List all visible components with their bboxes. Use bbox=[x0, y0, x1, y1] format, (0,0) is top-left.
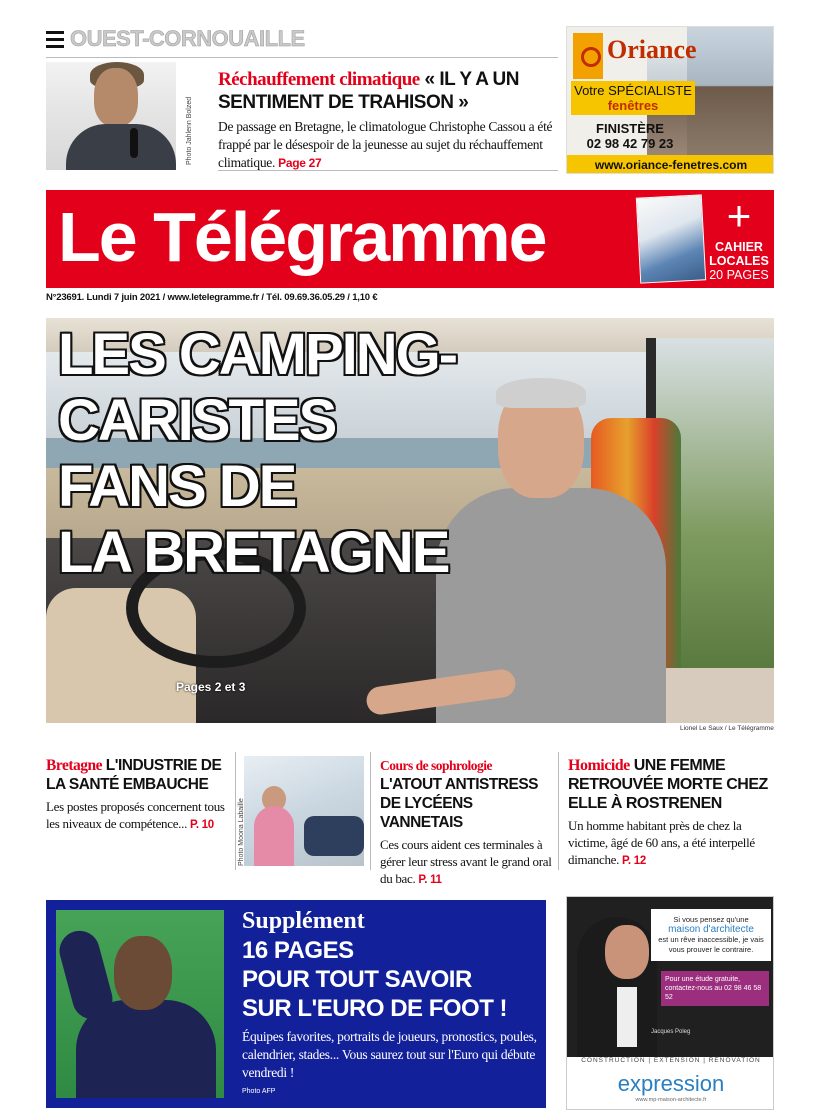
supplement-body: Équipes favorites, portraits de joueurs, pronostics, poules, calendrier, stades... Vous saurez tout sur l'Euro qui débute vendredi ! bbox=[242, 1029, 537, 1080]
teaser-body bbox=[218, 118, 558, 172]
oriance-slogan-1: Votre SPÉCIALISTE bbox=[574, 83, 692, 98]
main-headline[interactable] bbox=[58, 322, 518, 586]
supplement-line: SUR L'EURO DE FOOT ! bbox=[242, 995, 508, 1022]
expression-logo: expression bbox=[617, 1071, 725, 1096]
brief-article[interactable] bbox=[568, 756, 774, 870]
newspaper-thumbnail bbox=[636, 194, 706, 283]
main-photo-credit: Lionel Le Saux / Le Télégramme bbox=[680, 725, 774, 732]
headline-line: LA BRETAGNE bbox=[58, 520, 449, 585]
brief-body-text: Les postes proposés concernent tous les niveaux de compétence... bbox=[46, 799, 225, 831]
teaser-photo[interactable] bbox=[46, 62, 176, 170]
divider bbox=[218, 170, 558, 171]
teaser-article[interactable] bbox=[218, 68, 558, 172]
expression-offer: Pour une étude gratuite, contactez-nous au 02 98 46 58 52 bbox=[661, 971, 769, 1006]
brief-kicker: Bretagne bbox=[46, 757, 102, 774]
menu-icon[interactable] bbox=[46, 31, 64, 49]
brief-body bbox=[46, 798, 226, 834]
teaser-body-text: De passage en Bretagne, le climatologue Christophe Cassou a été frappé par le désespoir de la jeunesse au sujet du réchauffement climatique. bbox=[218, 119, 553, 170]
quote-line: est un rêve inaccessible, je vais vous prouver le contraire. bbox=[658, 935, 764, 954]
cahier-locales-promo[interactable] bbox=[706, 240, 772, 282]
ad-expression[interactable] bbox=[566, 896, 774, 1110]
brief-headline bbox=[568, 756, 774, 813]
teaser-page-ref[interactable]: Page 27 bbox=[278, 156, 322, 170]
brief-body-text: Ces cours aident ces terminales à gérer leur stress avant le grand oral du bac. bbox=[380, 837, 552, 886]
brief-title: L'ATOUT ANTISTRESS DE LYCÉENS VANNETAIS bbox=[380, 776, 539, 831]
oriance-url[interactable]: www.oriance-fenetres.com bbox=[567, 155, 774, 174]
oriance-logo-icon bbox=[573, 33, 603, 79]
supplement-photo-credit: Photo AFP bbox=[242, 1088, 276, 1095]
teaser-kicker: Réchauffement climatique bbox=[218, 69, 420, 90]
divider bbox=[235, 752, 236, 870]
cahier-label: CAHIER bbox=[715, 240, 763, 254]
expression-quote bbox=[651, 909, 771, 961]
brief-body-text: Un homme habitant près de chez la victime, âgé de 60 ans, a été interpellé dimanche. bbox=[568, 818, 755, 867]
brief-page-ref[interactable]: P. 12 bbox=[622, 855, 646, 867]
oriance-phone: 02 98 42 79 23 bbox=[586, 136, 674, 151]
issue-line: N°23691. Lundi 7 juin 2021 / www.letelegramme.fr / Tél. 09.69.36.05.29 / 1,10 € bbox=[46, 292, 378, 303]
supplement-line: POUR TOUT SAVOIR bbox=[242, 966, 472, 993]
brief-page-ref[interactable]: P. 11 bbox=[418, 874, 442, 886]
supplement-line: 16 PAGES bbox=[242, 937, 354, 964]
expression-categories: CONSTRUCTION | EXTENSION | RÉNOVATION bbox=[581, 1057, 761, 1064]
supplement-headline bbox=[242, 936, 542, 1023]
oriance-slogan bbox=[571, 81, 695, 115]
headline-line: CARISTES bbox=[58, 388, 336, 453]
brief-article[interactable] bbox=[380, 756, 552, 889]
oriance-logo: Oriance bbox=[607, 35, 697, 64]
supplement-title: Supplément bbox=[242, 908, 365, 934]
divider bbox=[370, 752, 371, 870]
brief-headline bbox=[46, 756, 226, 794]
masthead bbox=[46, 190, 774, 288]
ad-oriance[interactable] bbox=[566, 26, 774, 174]
divider bbox=[558, 752, 559, 870]
oriance-region: FINISTÈRE bbox=[596, 121, 664, 136]
brief-photo[interactable] bbox=[244, 756, 364, 866]
expression-url[interactable]: www.mp-maison-architecte.fr bbox=[635, 1097, 707, 1103]
teaser-headline[interactable] bbox=[218, 68, 558, 114]
brief-body bbox=[568, 817, 774, 870]
supplement-photo bbox=[56, 910, 224, 1098]
oriance-contact bbox=[575, 121, 685, 151]
brief-title: UNE FEMME RETROUVÉE MORTE CHEZ ELLE À ROSTRENEN bbox=[568, 757, 768, 812]
brief-kicker: Cours de sophrologie bbox=[380, 758, 493, 773]
teaser-title: « IL Y A UN SENTIMENT DE TRAHISON » bbox=[218, 69, 519, 113]
masthead-title[interactable]: Le Télégramme bbox=[58, 198, 546, 276]
edition-bar bbox=[46, 26, 558, 58]
brief-headline bbox=[380, 756, 552, 832]
expression-signature: Jacques Poleg bbox=[651, 1029, 691, 1035]
oriance-slogan-2: fenêtres bbox=[607, 98, 659, 113]
plus-icon: + bbox=[726, 192, 752, 239]
headline-line: LES CAMPING- bbox=[58, 322, 457, 387]
brief-title: L'INDUSTRIE DE LA SANTÉ EMBAUCHE bbox=[46, 757, 222, 793]
brief-kicker: Homicide bbox=[568, 757, 630, 774]
locales-label: LOCALES bbox=[709, 254, 769, 268]
main-page-ref[interactable]: Pages 2 et 3 bbox=[176, 680, 246, 694]
brief-photo-credit: Photo Moona Labaille bbox=[238, 798, 245, 866]
brief-body bbox=[380, 836, 552, 889]
quote-line: Si vous pensez qu'une bbox=[673, 915, 749, 924]
quote-highlight: maison d'architecte bbox=[668, 924, 754, 935]
supplement-promo[interactable] bbox=[46, 900, 546, 1108]
headline-line: FANS DE bbox=[58, 454, 296, 519]
pages-count: 20 PAGES bbox=[709, 268, 769, 282]
edition-name: OUEST-CORNOUAILLE bbox=[70, 26, 305, 51]
brief-article[interactable] bbox=[46, 756, 226, 834]
brief-page-ref[interactable]: P. 10 bbox=[190, 819, 214, 831]
teaser-photo-credit: Photo Jahlenn Bolzed bbox=[186, 96, 193, 165]
